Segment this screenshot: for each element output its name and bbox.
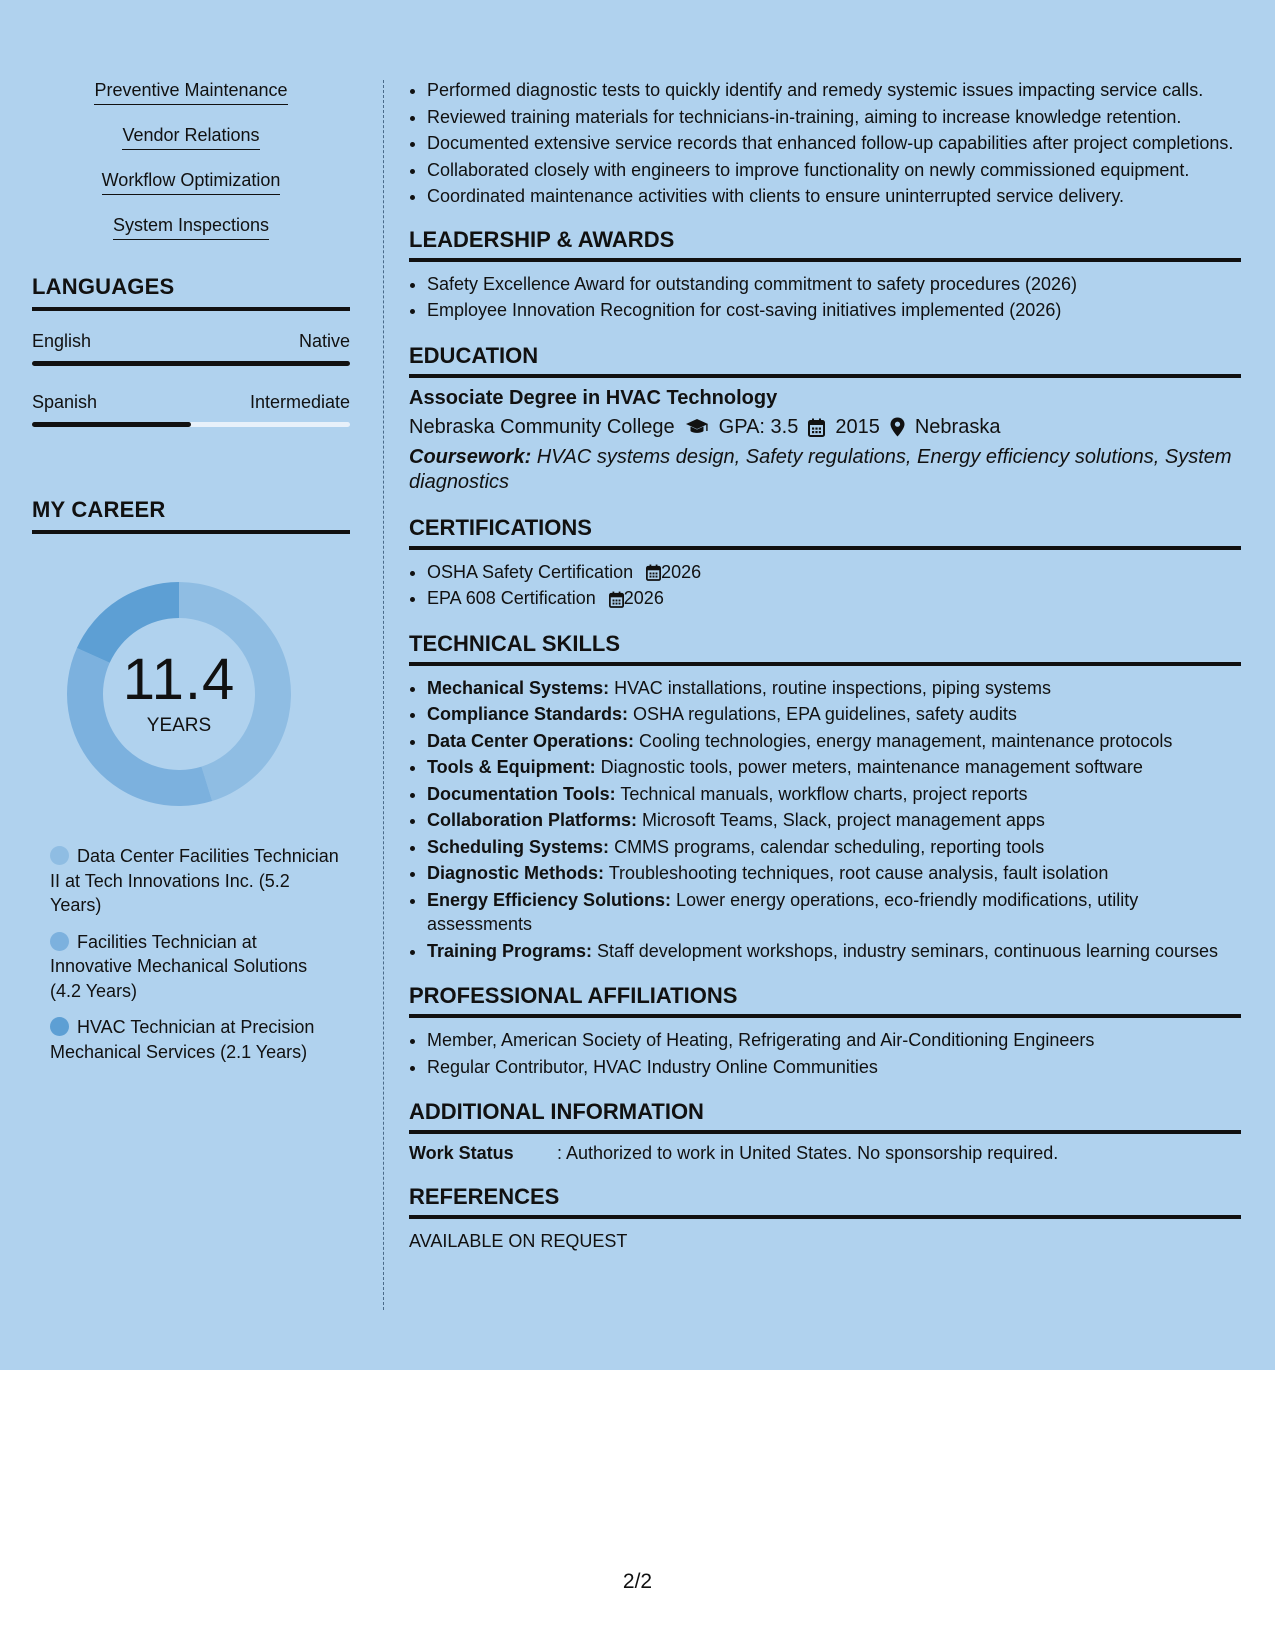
technical-skills-section: [409, 631, 1241, 964]
education-location: Nebraska: [914, 415, 1001, 438]
career-legend-item: [50, 844, 340, 918]
certification-name: OSHA Safety Certification: [427, 561, 634, 582]
skill-category: Tools & Equipment:: [427, 757, 596, 777]
skill-tag-label: Vendor Relations: [122, 125, 259, 150]
affiliation-item: • Member, American Society of Heating, Refrigerating and Air-Conditioning Engineers: [427, 1028, 1241, 1053]
career-legend: [50, 844, 340, 1064]
certifications-heading: CERTIFICATIONS: [409, 515, 1241, 550]
language-proficiency-bar: [32, 422, 350, 427]
column-divider: [383, 80, 384, 1310]
references-heading: REFERENCES: [409, 1184, 1241, 1219]
leadership-section: [409, 227, 1241, 323]
references-text: AVAILABLE ON REQUEST: [409, 1231, 628, 1251]
experience-bullets: [409, 78, 1241, 209]
career-legend-label: Data Center Facilities Technician II at Tech Innovations Inc. (5.2 Years): [50, 846, 339, 915]
skill-details: CMMS programs, calendar scheduling, reporting tools: [609, 836, 1045, 857]
skill-category: Collaboration Platforms:: [427, 810, 638, 830]
technical-skill-item: [427, 702, 1241, 727]
skill-details: Lower energy operations, eco-friendly modifications, utility assessments: [427, 889, 1139, 934]
language-level: Native: [298, 331, 350, 351]
certification-name: EPA 608 Certification: [427, 588, 596, 608]
skill-tag: [32, 125, 350, 152]
education-year: 2015: [835, 415, 880, 438]
additional-info-heading: ADDITIONAL INFORMATION: [409, 1099, 1241, 1134]
technical-skills-list: [409, 676, 1241, 964]
calendar-icon: [646, 564, 661, 581]
coursework-label: Coursework:: [409, 445, 532, 468]
skill-tag-label: System Inspections: [113, 215, 269, 240]
leadership-list: [409, 272, 1241, 323]
work-status-row: [409, 1143, 1241, 1164]
skill-category: Diagnostic Methods:: [427, 863, 605, 883]
skill-category: Compliance Standards:: [427, 704, 629, 724]
legend-dot-icon: [50, 932, 69, 951]
skill-tag-label: Preventive Maintenance: [94, 80, 287, 105]
graduation-cap-icon: [685, 418, 709, 436]
skill-tag-label: Workflow Optimization: [102, 170, 281, 195]
award-item: • Employee Innovation Recognition for cost-saving initiatives implemented (2026): [427, 298, 1241, 323]
language-proficiency-bar: [32, 361, 350, 366]
affiliation-item: • Regular Contributor, HVAC Industry Online Communities: [427, 1055, 1241, 1080]
sidebar: [32, 80, 350, 1076]
education-section: [409, 343, 1241, 495]
career-donut-chart: [64, 579, 294, 809]
language-item: [32, 331, 350, 366]
certification-year: 2026: [623, 588, 664, 608]
skill-category: Training Programs:: [427, 940, 593, 961]
coursework-list: HVAC systems design, Safety regulations, Energy efficiency solutions, System diagnostics: [409, 445, 1232, 493]
leadership-heading: LEADERSHIP & AWARDS: [409, 227, 1241, 262]
certification-item: [427, 560, 1241, 585]
skill-tag: [32, 170, 350, 197]
career-legend-label: HVAC Technician at Precision Mechanical Services (2.1 Years): [50, 1017, 315, 1062]
technical-skill-item: [427, 888, 1241, 937]
certifications-section: [409, 515, 1241, 611]
experience-bullet: • Coordinated maintenance activities with clients to ensure uninterrupted service delivery.: [427, 184, 1241, 209]
award-item: • Safety Excellence Award for outstanding commitment to safety procedures (2026): [427, 272, 1241, 297]
language-proficiency-fill: [32, 422, 191, 427]
skill-details: Diagnostic tools, power meters, maintenance management software: [595, 757, 1143, 777]
experience-bullet: • Reviewed training materials for technicians-in-training, aiming to increase knowledge retention.: [427, 105, 1241, 130]
education-degree: Associate Degree in HVAC Technology: [409, 386, 778, 409]
education-meta: [409, 416, 1241, 439]
page-number: 2/2: [622, 1570, 653, 1593]
education-gpa: GPA: 3.5: [718, 415, 799, 438]
career-total: [64, 579, 294, 809]
work-status-value: : Authorized to work in United States. No sponsorship required.: [557, 1143, 1059, 1163]
skill-details: HVAC installations, routine inspections, piping systems: [609, 677, 1051, 698]
calendar-icon: [609, 591, 624, 608]
affiliations-heading: PROFESSIONAL AFFILIATIONS: [409, 983, 1241, 1018]
skill-details: Troubleshooting techniques, root cause analysis, fault isolation: [604, 863, 1109, 883]
experience-bullet: • Collaborated closely with engineers to improve functionality on newly commissioned equipment.: [427, 158, 1241, 183]
skill-details: OSHA regulations, EPA guidelines, safety audits: [628, 704, 1017, 724]
skill-category: Data Center Operations:: [427, 730, 635, 751]
career-legend-label: Facilities Technician at Innovative Mechanical Solutions (4.2 Years): [50, 931, 308, 1001]
skill-details: Microsoft Teams, Slack, project management apps: [637, 810, 1045, 830]
technical-skill-item: [427, 755, 1241, 780]
skill-tag: [32, 215, 350, 242]
language-name: English: [32, 331, 92, 351]
education-heading: EDUCATION: [409, 343, 1241, 378]
technical-skill-item: [427, 729, 1241, 754]
skill-details: Staff development workshops, industry seminars, continuous learning courses: [592, 940, 1219, 961]
map-pin-icon: [890, 417, 905, 437]
language-name: Spanish: [32, 392, 98, 412]
career-total-years: 11.4: [122, 647, 236, 712]
skill-details: Technical manuals, workflow charts, project reports: [615, 783, 1028, 804]
legend-dot-icon: [50, 1017, 69, 1036]
legend-dot-icon: [50, 846, 69, 865]
career-legend-item: [50, 1015, 340, 1064]
main-content: [409, 78, 1241, 1252]
language-level: Intermediate: [249, 392, 350, 412]
career-heading: MY CAREER: [32, 497, 350, 534]
skill-tag: [32, 80, 350, 107]
technical-skill-item: [427, 939, 1241, 964]
education-coursework: [409, 445, 1241, 495]
technical-skills-heading: TECHNICAL SKILLS: [409, 631, 1241, 666]
skill-category: Scheduling Systems:: [427, 836, 610, 857]
calendar-icon: [808, 418, 825, 437]
certifications-list: [409, 560, 1241, 611]
skill-category: Mechanical Systems:: [427, 677, 610, 698]
skill-category: Energy Efficiency Solutions:: [427, 889, 672, 910]
career-total-unit: YEARS: [146, 715, 212, 736]
references-section: [409, 1184, 1241, 1252]
technical-skill-item: [427, 861, 1241, 886]
career-legend-item: [50, 930, 340, 1004]
language-item: [32, 392, 350, 427]
additional-info-section: [409, 1099, 1241, 1164]
technical-skill-item: [427, 782, 1241, 807]
experience-bullet: • Performed diagnostic tests to quickly identify and remedy systemic issues impacting service calls.: [427, 78, 1241, 103]
technical-skill-item: [427, 835, 1241, 860]
affiliations-section: [409, 983, 1241, 1079]
experience-bullet: • Documented extensive service records that enhanced follow-up capabilities after project completions.: [427, 131, 1241, 156]
skill-details: Cooling technologies, energy management, maintenance protocols: [634, 730, 1173, 751]
certification-year: 2026: [661, 561, 702, 582]
languages-heading: LANGUAGES: [32, 274, 350, 311]
skill-tags: [32, 80, 350, 242]
technical-skill-item: [427, 676, 1241, 701]
certification-item: [427, 586, 1241, 611]
skill-category: Documentation Tools:: [427, 783, 616, 804]
technical-skill-item: [427, 808, 1241, 833]
education-school: Nebraska Community College: [409, 415, 675, 438]
affiliations-list: [409, 1028, 1241, 1079]
language-proficiency-fill: [32, 361, 350, 366]
work-status-label: Work Status: [409, 1143, 514, 1163]
